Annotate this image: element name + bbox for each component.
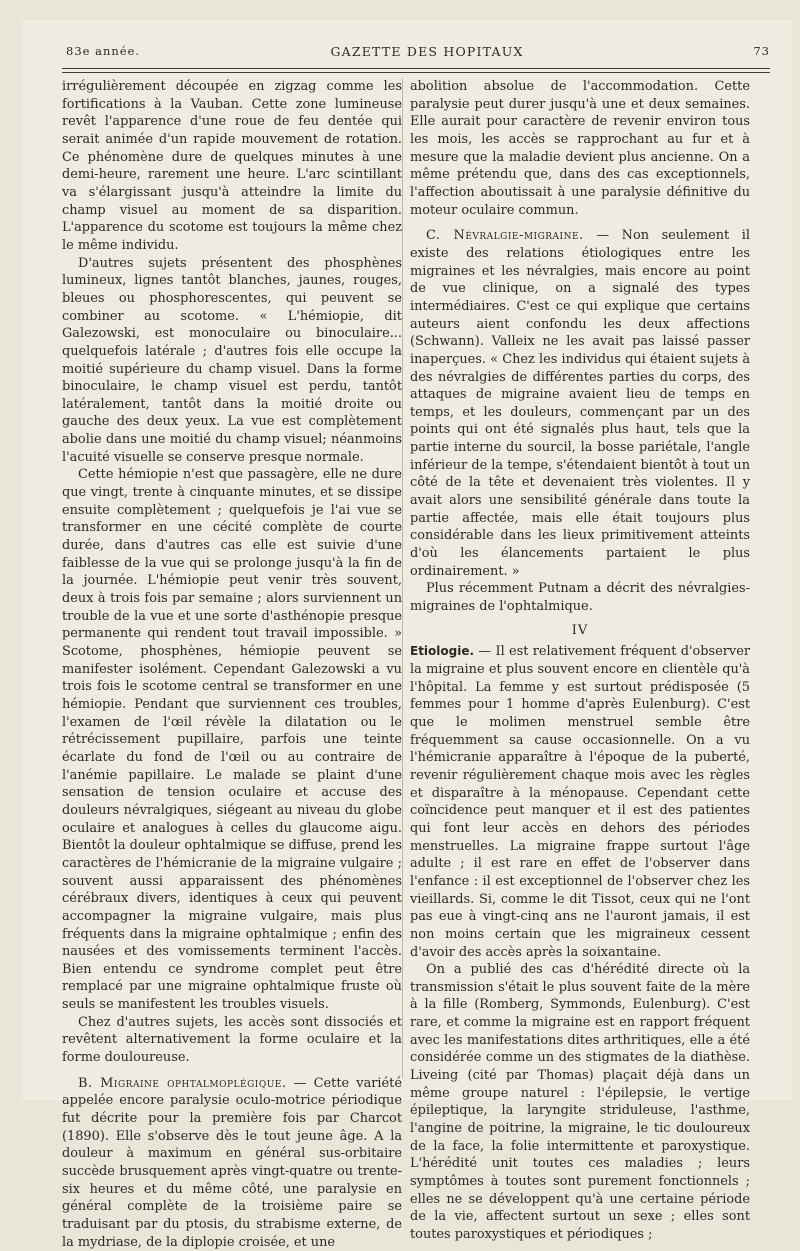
section-numeral: IV — [571, 622, 589, 638]
section-paragraph-etiologie — [410, 643, 750, 961]
paragraph: Cette hémiopie n'est que passagère, elle ne dure que vingt, trente à cinquante minutes, et se dissipe ensuite complètement ; quelquefois je l'ai vue se transformer en une cécité complète de courte durée, dans d'autres cas elle est suivie d'une faiblesse de la vue qui se prolonge jusqu'à la fin de la journée. L'hémiopie peut venir très souvent, deux à trois fois par semaine ; alors surviennent un trouble de la vue et une sorte d'asthénopie presque permanente qui rendent tout travail impossible. » Scotome, phosphènes, hémiopie peuvent se manifester isolément. Cependant Galezowski a vu trois fois le scotome central se transformer en une hémiopie. Pendant que surviennent ces troubles, l'examen de l'œil révèle la dilatation ou le rétrécissement pupillaire, parfois une teinte écarlate du fond de l'œil ou au contraire de l'anémie papillaire. Le malade se plaint d'une sensation de tension oculaire et accuse des douleurs névralgiques, siégeant au niveau du globe oculaire et analogues à celles du glaucome aigu. Bientôt la douleur ophtalmique se diffuse, prend les caractères de l'hémicranie de la migraine vulgaire ; souvent aussi apparaissent des phénomènes cérébraux divers, identiques à ceux qui peuvent accompagner la migraine vulgaire, mais plus fréquents dans la migraine ophtalmique ; enfin des nausées et des vomissements terminent l'accès. Bien entendu ce syndrome complet peut être remplacé par une migraine ophtalmique fruste où seuls se manifestent les troubles visuels. — [62, 467, 402, 1013]
volume-year: 83e année. — [66, 44, 141, 58]
header-rule-top — [62, 68, 770, 69]
paragraph: Chez d'autres sujets, les accès sont dissociés et revêtent alternativement la forme oculaire et la forme douloureuse. — [62, 1014, 402, 1066]
section-paragraph-c — [410, 227, 750, 580]
journal-page — [22, 20, 792, 1250]
section-heading: B. Migraine ophtalmoplégique. — [78, 1075, 287, 1091]
page-number: 73 — [753, 44, 770, 58]
section-paragraph-b — [62, 1075, 402, 1251]
paragraph: Plus récemment Putnam a décrit des névralgies-migraines de l'ophtalmique. — [410, 581, 750, 615]
left-column — [62, 78, 402, 1251]
right-column — [410, 78, 750, 1244]
running-header — [62, 44, 792, 62]
paragraph: abolition absolue de l'accommodation. Cette paralysie peut durer jusqu'à une et deux semaines. Elle aurait pour caractère de revenir environ tous les mois, les accès se rapprochant au fur et à mesure que la maladie devient plus ancienne. On a même prétendu que, dans des cas exceptionnels, l'affection aboutissait à une paralysie définitive du moteur oculaire commun. — [410, 79, 750, 218]
section-text: — Cette variété appelée encore paralysie oculo-motrice périodique fut décrite pour la première fois par Charcot (1890). Elle s'observe dès le tout jeune âge. A la douleur à maximum en général sus-orbitaire succède brusquement après vingt-quatre ou trente-six heures et du même côté, une paralysie en général complète de la troisième paire se traduisant par du ptosis, du strabisme externe, de la mydriase, de la diplopie croisée, et une — [62, 1075, 402, 1250]
section-text: — Non seulement il existe des relations étiologiques entre les migraines et les névralgies, mais encore au point de vue clinique, on a signalé des types intermédiaires. C'est ce qui explique que certains auteurs aient confondu les deux affections (Schwann). Valleix ne les avait pas laissé passer inaperçues. « Chez les individus qui étaient sujets à des névralgies de différentes parties du corps, des attaques de migraine avaient lieu de temps en temps, et les douleurs, commençant par un des points qui ont été signalés plus haut, tels que la partie interne du sourcil, la bosse pariétale, l'angle inférieur de la tempe, s'étendaient bientôt à tout un côté de la tête et devenaient très violentes. Il y avait alors une sensibilité générale dans toute la partie affectée, mais elle était toujours plus considérable dans les lieux primitivement atteints d'où les élancements partaient le plus ordinairement. » — [410, 228, 750, 579]
paragraph: On a publié des cas d'hérédité directe où la transmission s'était le plus souvent faite de la mère à la fille (Romberg, Symmonds, Eulenburg). C'est rare, et comme la migraine est en rapport fréquent avec les manifestations dites arthritiques, elle a été considérée comme un des stigmates de la diathèse. Liveing (cité par Thomas) plaçait déjà dans un même groupe naturel : l'épilepsie, le vertige épileptique, la laryngite striduleuse, l'asthme, l'angine de poitrine, la migraine, le tic douloureux de la face, la folie intermittente et paroxystique. L'hérédité unit toutes ces maladies ; leurs symptômes à toutes sont purement fonctionnels ; elles ne se développent qu'à une certaine période de la vie, affectent surtout un sexe ; elles sont toutes paroxystiques et périodiques ; — [410, 962, 750, 1242]
section-heading: C. Névralgie-migraine. — [426, 228, 584, 244]
paragraph: irrégulièrement découpée en zigzag comme les fortifications à la Vauban. Cette zone lumineuse revêt l'apparence d'une roue de feu dentée qui serait animée d'un rapide mouvement de rotation. Ce phénomène dure de quelques minutes à une demi-heure, rarement une heure. L'arc scintillant va s'élargissant jusqu'à atteindre la limite du champ visuel au moment de sa disparition. L'apparence du scotome est toujours la même chez le même individu. — [62, 79, 402, 253]
header-rule-bottom — [62, 72, 770, 73]
section-heading: Etiologie. — [410, 644, 475, 659]
journal-title: GAZETTE DES HOPITAUX — [330, 44, 524, 59]
column-divider — [402, 78, 403, 1078]
paragraph: D'autres sujets présentent des phosphènes lumineux, lignes tantôt blanches, jaunes, rouges, bleues ou phosphorescentes, qui peuvent se combiner au scotome. « L'hémiopie, dit Galezowski, est monoculaire ou binoculaire... quelquefois latérale ; d'autres fois elle occupe la moitié supérieure du champ visuel. Dans la forme binoculaire, le champ visuel est perdu, tantôt latéralement, tantôt dans la moitié droite ou gauche des deux yeux. La vue est complètement abolie dans une moitié du champ visuel; néanmoins l'acuité visuelle se conserve presque normale. — [62, 255, 402, 465]
section-text: — Il est relativement fréquent d'observer la migraine et plus souvent encore en clientèle qu'à l'hôpital. La femme y est surtout prédisposée (5 femmes pour 1 homme d'après Eulenburg). C'est que le molimen menstruel semble être fréquemment sa cause occasionnelle. On a vu l'hémicranie apparaître à l'époque de la puberté, revenir régulièrement chaque mois avec les règles et disparaître à la ménopause. Cependant cette coïncidence peut manquer et il est des patientes qui font leur accès en dehors des périodes menstruelles. La migraine frappe surtout l'âge adulte ; il est rare en effet de l'observer dans l'enfance : il est exceptionnel de l'observer chez les vieillards. Si, comme le dit Tissot, ceux qui ne l'ont pas eue à vingt-cinq ans ne l'auront jamais, il est non moins certain que les migraineux cessent d'avoir des accès après la soixantaine. — [410, 644, 750, 960]
